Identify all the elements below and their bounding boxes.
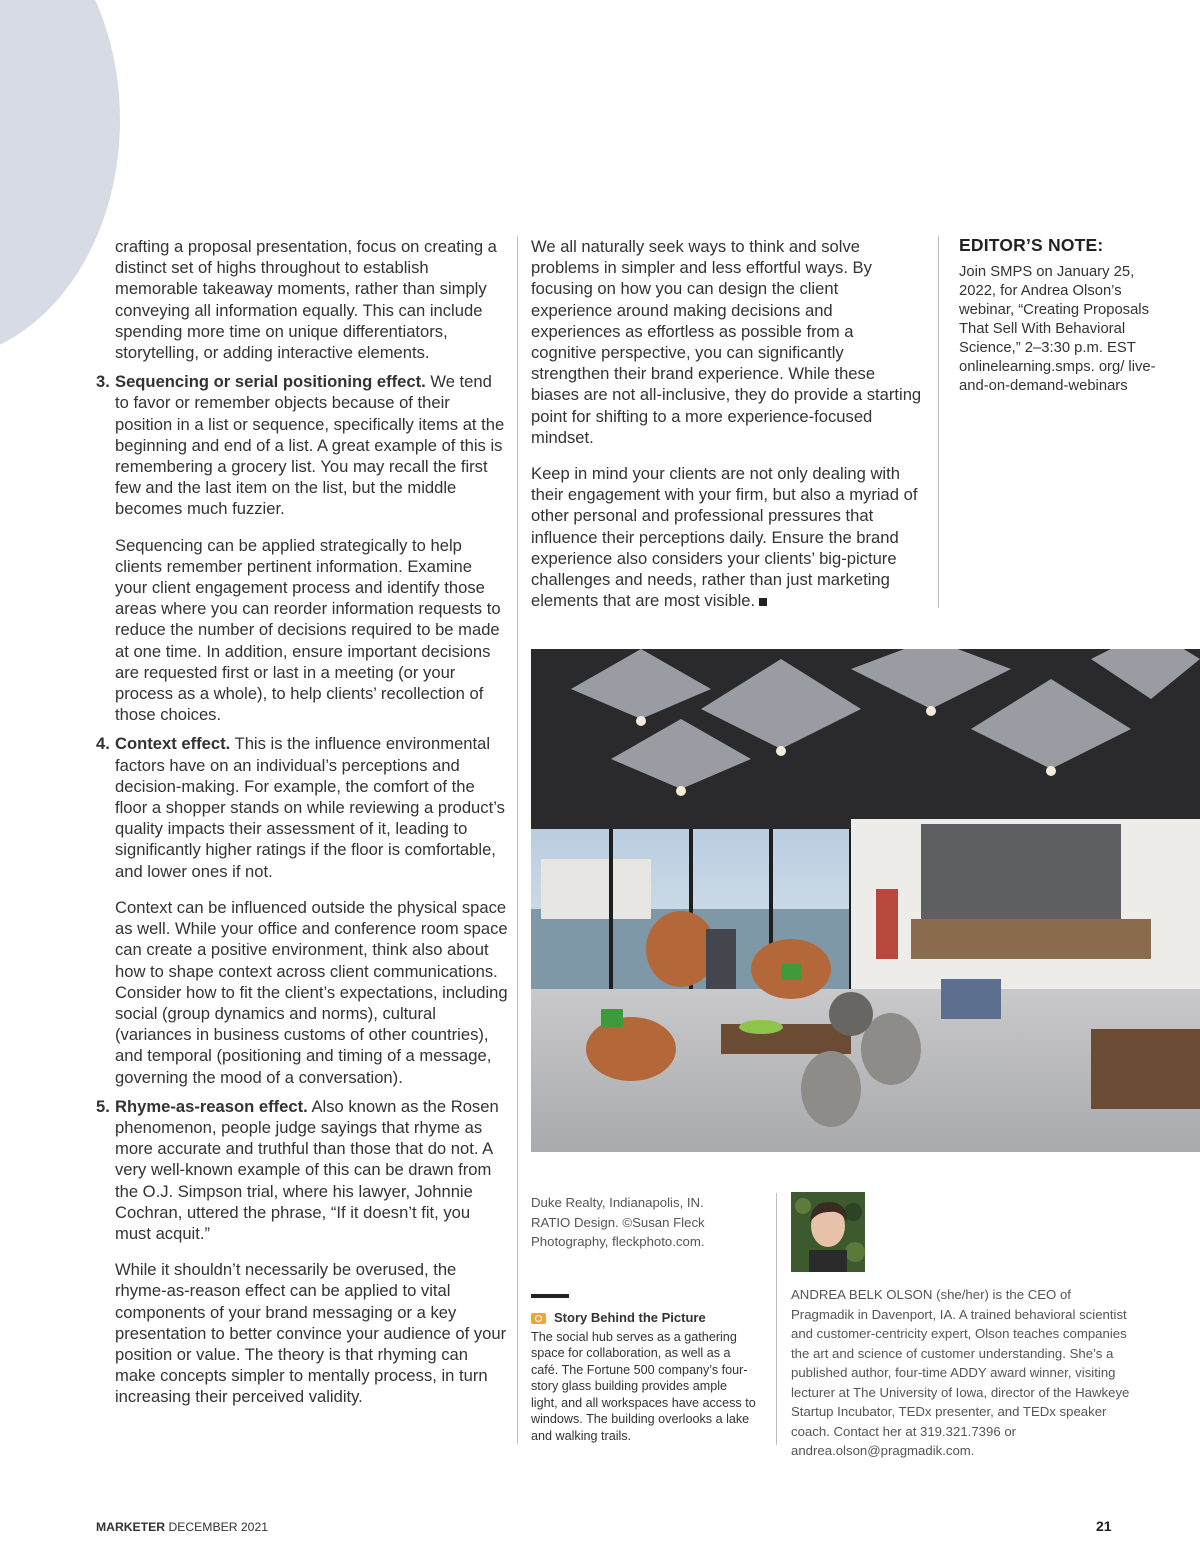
- item-number: 3.: [96, 372, 110, 392]
- footer-publication: [96, 1520, 268, 1534]
- column-divider: [776, 1193, 777, 1445]
- camera-icon: [531, 1313, 546, 1324]
- column-divider: [938, 236, 939, 608]
- magazine-name: MARKETER: [96, 1520, 166, 1534]
- issue-date: DECEMBER 2021: [165, 1520, 269, 1534]
- editors-note-title: EDITOR’S NOTE:: [959, 235, 1104, 255]
- author-headshot: [791, 1192, 865, 1272]
- item-number: 4.: [96, 734, 110, 754]
- item-number: 5.: [96, 1096, 110, 1116]
- story-text: The social hub serves as a gathering space for collaboration, as well as a café. The Fortune 500 company’s four-story glass building provides ample light, and all workspaces have access to windows. The building overlooks a lake and walking trails.: [531, 1329, 756, 1443]
- story-title: Story Behind the Picture: [554, 1310, 706, 1325]
- intro-paragraph: crafting a proposal presentation, focus on creating a distinct set of highs throughout to establish memorable takeaway moments, rather than simply conveying all information equally. This can include spending more time on unique differentiators, storytelling, or adding interactive elements.: [115, 237, 497, 363]
- office-lounge-photo: [531, 649, 1200, 1152]
- editors-note: [959, 236, 1159, 396]
- section-rule: [531, 1294, 569, 1298]
- editors-note-link[interactable]: onlinelearning.smps. org/ live-and-on-demand-webinars: [959, 359, 1156, 394]
- item-text: This is the influence environmental factors have on an individual’s perceptions and decision-making. For example, the comfort of the floor a shopper stands on while reviewing a product’s quality impacts their assessment of it, leading to significantly higher ratings if the floor is comfortable, and lower ones if not.: [115, 734, 505, 881]
- photo-caption: Duke Realty, Indianapolis, IN. RATIO Design. ©Susan Fleck Photography, fleckphoto.com.: [531, 1195, 705, 1249]
- list-item-5: [96, 1096, 508, 1408]
- middle-paragraph-1: We all naturally seek ways to think and solve problems in simpler and less effortful ways. By focusing on how you can design the client experience around making decisions and experiences as effortless as possible from a cognitive perspective, you can significantly strengthen their brand experience. While these biases are not all-inclusive, they do provide a starting point for shifting to a more experience-focused mindset.: [531, 237, 922, 447]
- author-bio: ANDREA BELK OLSON (she/her) is the CEO of Pragmadik in Davenport, IA. A trained behavioral scientist and customer-centricity expert, Olson teaches companies the art and science of customer understanding. She’s a published author, four-time ADDY award winner, visiting lecturer at The University of Iowa, director of the Hawkeye Startup Incubator, TEDx presenter, and TEDx speaker coach. Contact her at 319.321.7396 or andrea.olson@pragmadik.com.: [791, 1287, 1130, 1458]
- end-mark-icon: [759, 598, 767, 606]
- left-column: [96, 236, 508, 1408]
- middle-paragraph-2: Keep in mind your clients are not only dealing with their engagement with your firm, but also a myriad of other personal and professional pressures that influence their perceptions daily. Ensure the brand experience also considers your clients’ big-picture challenges and needs, rather than just marketing elements that are most visible.: [531, 464, 918, 611]
- item-text: Also known as the Rosen phenomenon, people judge sayings that rhyme as more accurate and truthful than those that do not. A very well-known example of this can be drawn from the O.J. Simpson trial, where his lawyer, Johnnie Cochran, uttered the phrase, “If it doesn’t fit, you must acquit.”: [115, 1096, 499, 1243]
- editors-note-body: Join SMPS on January 25, 2022, for Andrea Olson’s webinar, “Creating Proposals That Sell With Behavioral Science,” 2–3:30 p.m. EST: [959, 264, 1149, 356]
- item-title: Context effect.: [115, 734, 231, 754]
- story-behind-picture: [531, 1310, 756, 1444]
- item-follow-paragraph: Context can be influenced outside the physical space as well. While your office and conference room space can create a positive environment, think also about how to shape context across client communications. Consider how to fit the client’s expectations, including social (group dynamics and norms), cultural (variances in business customs of other countries), and temporal (positioning and timing of a message, governing the mood of a conversation).: [115, 897, 508, 1087]
- item-follow-paragraph: Sequencing can be applied strategically to help clients remember pertinent information. Examine your client engagement process and identify those areas where you can reorder information requests to reduce the number of decisions required to be made at one time. In addition, ensure important decisions are requested first or last in a meeting (or your process as a whole), to help clients’ recollection of those choices.: [115, 535, 501, 725]
- item-follow-paragraph: While it shouldn’t necessarily be overused, the rhyme-as-reason effect can be applied to vital components of your brand messaging or a key presentation to better convince your audience of your position or value. The theory is that rhyming can make concepts simpler to mentally process, in turn increasing their perceived validity.: [115, 1260, 507, 1407]
- item-title: Rhyme-as-reason effect.: [115, 1096, 308, 1116]
- column-divider: [517, 236, 518, 1444]
- page-number: 21: [1096, 1518, 1112, 1534]
- list-item-3: [96, 371, 508, 725]
- list-item-4: [96, 733, 508, 1087]
- item-title: Sequencing or serial positioning effect.: [115, 372, 426, 392]
- item-text: We tend to favor or remember objects because of their position in a list or sequence, specifically items at the beginning and end of a list. A great example of this is remembering a grocery list. You may recall the first few and the last item on the list, but the middle becomes much fuzzier.: [115, 372, 505, 519]
- middle-column: [531, 236, 923, 611]
